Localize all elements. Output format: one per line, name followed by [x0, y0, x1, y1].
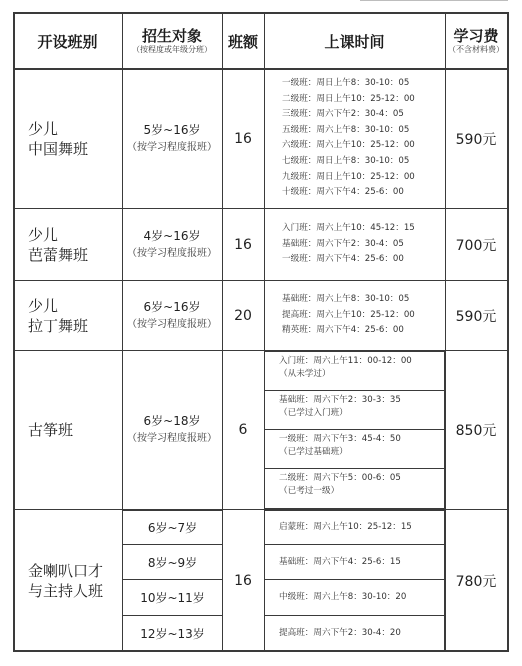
- schedule-item: 六级班：周六上午10：25-12：00: [282, 140, 415, 151]
- schedule-item: 中级班：周六上午8：30-10：20: [264, 579, 445, 616]
- class-quota: 16: [234, 572, 252, 589]
- class-quota: 16: [234, 131, 252, 147]
- header-target-label: 招生对象: [141, 27, 202, 45]
- schedule-item: 启蒙班：周六上午10：25-12：15: [264, 510, 445, 545]
- class-quota: 6: [238, 422, 248, 438]
- header-course: 开设班别: [37, 32, 98, 51]
- age-range: 6岁~16岁 （按学习程度报班）: [127, 299, 217, 330]
- schedule-item: 提高班：周六上午10：25-12：00: [282, 309, 415, 320]
- age-range: 12岁~13岁: [122, 615, 223, 651]
- schedule-item: 一级班：周六下午4：25-6：00: [282, 254, 404, 265]
- header-target: [122, 14, 222, 68]
- top-edge-line: [360, 0, 508, 4]
- schedule-item: 三级班：周六下午2：30-4：05: [282, 109, 404, 120]
- header-quota: 班额: [227, 32, 258, 51]
- schedule-list: [282, 221, 415, 268]
- header-time: 上课时间: [324, 32, 385, 51]
- schedule-item: 二级班：周六下午5：00-6：05 （已考过一级）: [264, 468, 445, 509]
- header-fee: [445, 14, 507, 68]
- schedule-item: 五级班：周六上午8：30-10：05: [282, 124, 410, 135]
- schedule-item: 入门班：周六上午11：00-12：00 （从未学过）: [264, 351, 445, 391]
- age-range: 6岁~18岁 （按学习程度报班）: [127, 414, 217, 444]
- schedule-item: 一级班：周六下午3：45-4：50 （已学过基础班）: [264, 429, 445, 469]
- class-quota: 20: [234, 307, 252, 324]
- header-target-sub: （按程度或年级分班）: [132, 45, 212, 54]
- age-range: 6岁~7岁: [122, 510, 223, 545]
- schedule-item: 二级班：周日上午10：25-12：00: [282, 93, 415, 104]
- fee-value: 590元: [455, 132, 497, 148]
- schedule-item: 九级班：周日上午10：25-12：00: [282, 171, 415, 182]
- schedule-item: 十级班：周六下午4：25-6：00: [282, 187, 404, 198]
- schedule-item: 基础班：周六上午8：30-10：05: [282, 294, 410, 304]
- schedule-item: 基础班：周六下午2：30-3：35 （已学过入门班）: [264, 390, 445, 430]
- schedule-item: 基础班：周六下午2：30-4：05: [282, 238, 404, 249]
- age-range: 10岁~11岁: [122, 579, 223, 616]
- schedule-item: 入门班：周六上午10：45-12：15: [282, 223, 415, 233]
- schedule-item: 一级班：周日上午8：30-10：05: [282, 78, 410, 88]
- schedule-item: 提高班：周六下午2：30-4：20: [264, 615, 445, 651]
- schedule-item: 精英班：周六下午4：25-6：00: [282, 325, 404, 336]
- header-fee-sub: （不含材料费）: [448, 45, 504, 54]
- course-name: 古筝班: [28, 421, 74, 439]
- fee-value: 850元: [455, 423, 497, 439]
- course-name: 少儿 拉丁舞班: [28, 296, 89, 335]
- header-fee-label: 学习费: [453, 27, 499, 45]
- fee-value: 780元: [455, 573, 497, 590]
- schedule-list: [282, 76, 415, 201]
- fee-value: 700元: [455, 237, 497, 254]
- age-range: 5岁~16岁 （按学习程度报班）: [127, 123, 217, 153]
- schedule-list: [282, 292, 415, 339]
- schedule-item: 七级班：周日上午8：30-10：05: [282, 155, 410, 166]
- age-range: 8岁~9岁: [122, 544, 223, 580]
- course-name: 少儿 芭蕾舞班: [28, 225, 89, 264]
- class-quota: 16: [234, 236, 252, 253]
- fee-value: 590元: [455, 308, 497, 325]
- schedule-item: 基础班：周六下午4：25-6：15: [264, 544, 445, 580]
- course-name: 少儿 中国舞班: [28, 120, 89, 158]
- course-name: 金喇叭口才 与主持人班: [28, 561, 104, 600]
- age-range: 4岁~16岁 （按学习程度报班）: [127, 228, 217, 259]
